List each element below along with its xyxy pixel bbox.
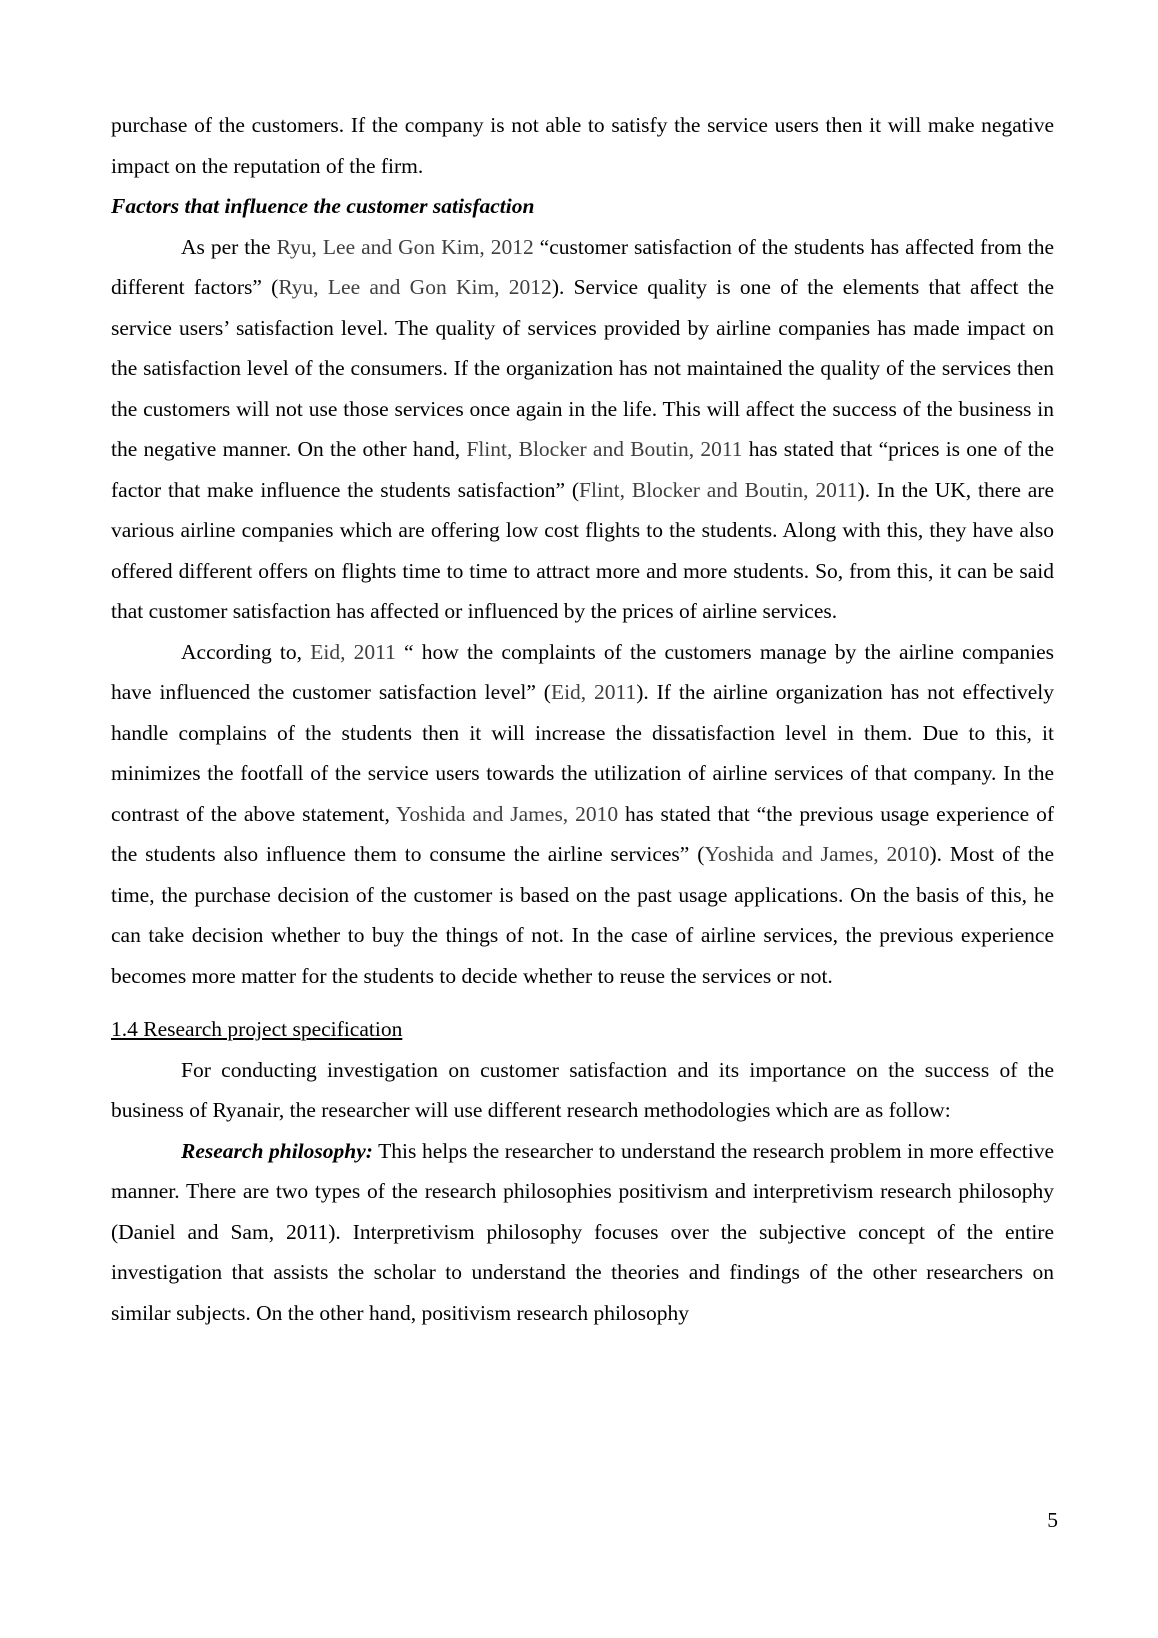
text-run: ). Most of the time, the purchase decision of the customer is based on the past usage applications. On the basis of this, he can take decision whether to buy the things of not. In the case of airline services, the previous experience becomes more matter for the students to decide whether to reuse the services or not. bbox=[111, 842, 1055, 988]
citation: Eid, 2011 bbox=[550, 680, 637, 704]
text-run: As per the bbox=[181, 234, 277, 259]
citation: Flint, Blocker and Boutin, 2011 bbox=[466, 437, 743, 461]
text-run: “customer satisfaction of the students has affected from the different factors” ( bbox=[111, 234, 1054, 299]
text-run: ). Service quality is one of the elements that affect the service users’ satisfaction level. The quality of services provided by airline companies has made impact on the satisfaction level of the consumers. If the organization has not maintained the quality of the services then the customers will not use those services once again in the life. This will affect the success of the business in the negative manner. On the other hand, bbox=[111, 275, 1055, 461]
factors-paragraph-2 bbox=[111, 632, 1054, 997]
text-run: “ how the complaints of the customers manage by the airline companies have influenced the customer satisfaction level” ( bbox=[111, 639, 1055, 704]
page-number: 5 bbox=[1047, 1508, 1058, 1532]
citation: Yoshida and James, 2010 bbox=[395, 801, 619, 826]
text-run: has stated that “the previous usage experience of the students also influence them to consume the airline services” ( bbox=[111, 801, 1054, 866]
citation: Yoshida and James, 2010 bbox=[704, 842, 930, 866]
text-run: ). If the airline organization has not effectively handle complains of the students then it will increase the dissatisfaction level in them. Due to this, it minimizes the footfall of the service users towards the utilization of airline services of that company. In the contrast of the above statement, bbox=[111, 680, 1055, 826]
section-heading: 1.4 Research project specification bbox=[111, 1017, 403, 1041]
citation: Flint, Blocker and Boutin, 2011 bbox=[579, 477, 858, 502]
citation: Ryu, Lee and Gon Kim, 2012 bbox=[276, 234, 534, 259]
factors-heading: Factors that influence the customer satisfaction bbox=[111, 194, 535, 218]
document-page bbox=[111, 105, 1054, 1333]
research-philosophy-label: Research philosophy: bbox=[181, 1138, 373, 1163]
text-run: According to, bbox=[181, 639, 311, 664]
factors-paragraph-1 bbox=[111, 227, 1054, 632]
text-run: has stated that “prices is one of the factor that make influence the students satisfaction” ( bbox=[111, 437, 1055, 502]
citation: Ryu, Lee and Gon Kim, 2012 bbox=[278, 275, 552, 299]
research-philosophy-paragraph bbox=[111, 1131, 1054, 1334]
text-run: ). In the UK, there are various airline companies which are offering low cost flights to the students. Along with this, they have also offered different offers on flights time to time to attract more and more students. So, from this, it can be said that customer satisfaction has affected or influenced by the prices of airline services. bbox=[111, 477, 1055, 623]
text-run: This helps the researcher to understand the research problem in more effective manner. There are two types of the research philosophies positivism and interpretivism research philosophy (Daniel and Sam, 2011). Interpretivism philosophy focuses over the subjective concept of the entire investigation that assists the scholar to understand the theories and findings of the other researchers on similar subjects. On the other hand, positivism research philosophy bbox=[111, 1138, 1055, 1325]
citation: Eid, 2011 bbox=[310, 639, 396, 664]
intro-paragraph: purchase of the customers. If the company is not able to satisfy the service users then it will make negative impact on the reputation of the firm. bbox=[111, 113, 1054, 178]
section-paragraph-1: For conducting investigation on customer satisfaction and its importance on the success of the business of Ryanair, the researcher will use different research methodologies which are as follow: bbox=[111, 1057, 1054, 1122]
